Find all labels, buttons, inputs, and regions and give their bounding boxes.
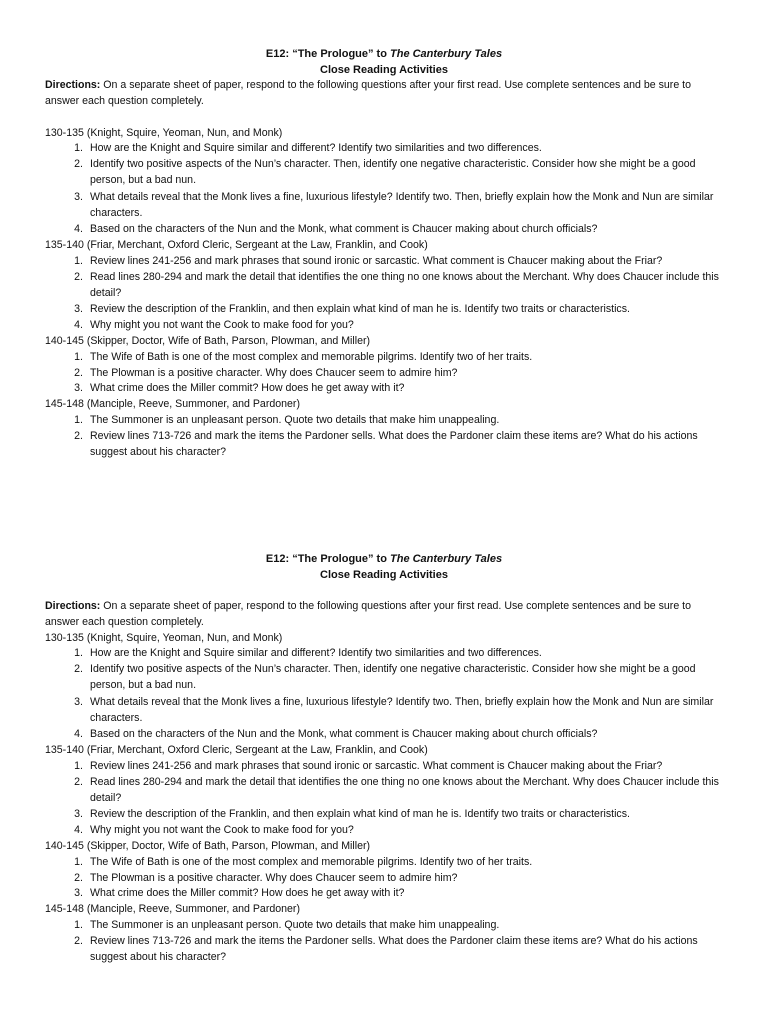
question-text: Read lines 280-294 and mark the detail that identifies the one thing no one knows about the Merchant. Why does Chaucer include this detail? — [90, 270, 719, 299]
question-item — [45, 429, 723, 461]
question-number: 3. — [74, 887, 83, 900]
question-text: How are the Knight and Squire similar and different? Identify two similarities and two differences. — [90, 647, 542, 660]
question-number: 4. — [74, 824, 83, 837]
question-number: 3. — [74, 382, 83, 395]
question-number: 3. — [74, 303, 83, 316]
question-text: The Wife of Bath is one of the most complex and memorable pilgrims. Identify two of her traits. — [90, 350, 533, 363]
question-number: 1. — [74, 647, 83, 660]
question-item — [45, 886, 723, 902]
question-item — [45, 662, 723, 694]
question-item — [45, 918, 723, 934]
question-item — [45, 727, 723, 743]
question-item — [45, 270, 723, 302]
question-item — [45, 141, 723, 157]
question-list — [45, 254, 723, 334]
question-text: The Summoner is an unpleasant person. Quote two details that make him unappealing. — [90, 918, 500, 931]
directions-text: On a separate sheet of paper, respond to the following questions after your first read. Use complete sentences and be sure to answer each question completely. — [45, 600, 692, 628]
question-text: Identify two positive aspects of the Nun’s character. Then, identify one negative characteristic. Consider how she might be a good person, but a bad nun. — [90, 663, 696, 691]
question-text: Why might you not want the Cook to make food for you? — [90, 319, 354, 332]
section-heading: 140-145 (Skipper, Doctor, Wife of Bath, Parson, Plowman, and Miller) — [45, 839, 371, 852]
question-item — [45, 190, 723, 222]
question-item — [45, 413, 723, 429]
question-number: 2. — [74, 663, 83, 676]
question-item — [45, 823, 723, 839]
handout-top — [45, 46, 723, 461]
question-text: Review lines 241-256 and mark phrases that sound ironic or sarcastic. What comment is Chaucer making about the Friar? — [90, 759, 663, 772]
question-item — [45, 350, 723, 366]
question-list — [45, 646, 723, 743]
question-text: Identify two positive aspects of the Nun’s character. Then, identify one negative characteristic. Consider how she might be a good person, but a bad nun. — [90, 158, 696, 186]
question-number: 1. — [74, 413, 83, 426]
question-item — [45, 302, 723, 318]
question-text: Based on the characters of the Nun and the Monk, what comment is Chaucer making about church officials? — [90, 223, 598, 236]
directions — [45, 78, 723, 110]
question-number: 4. — [74, 728, 83, 741]
question-text: Review lines 713-726 and mark the items the Pardoner sells. What does the Pardoner claim these items are? What do his actions suggest about his character? — [90, 934, 698, 963]
section-heading: 130-135 (Knight, Squire, Yeoman, Nun, and Monk) — [45, 631, 283, 644]
directions-label: Directions: — [45, 600, 101, 612]
handout-title — [45, 46, 723, 62]
question-text: What details reveal that the Monk lives a fine, luxurious lifestyle? Identify two. Then, briefly explain how the Monk and Nun are similar characters. — [90, 695, 714, 724]
question-item — [45, 222, 723, 238]
question-list — [45, 350, 723, 397]
section-heading: 145-148 (Manciple, Reeve, Summoner, and Pardoner) — [45, 398, 300, 411]
section-heading: 145-148 (Manciple, Reeve, Summoner, and Pardoner) — [45, 903, 300, 916]
question-text: The Summoner is an unpleasant person. Quote two details that make him unappealing. — [90, 413, 500, 426]
question-item — [45, 934, 723, 966]
question-text: What details reveal that the Monk lives a fine, luxurious lifestyle? Identify two. Then, briefly explain how the Monk and Nun are similar characters. — [90, 190, 714, 219]
question-item — [45, 318, 723, 334]
spacer — [45, 110, 723, 126]
spacer — [45, 583, 723, 599]
question-text: Review lines 713-726 and mark the items the Pardoner sells. What does the Pardoner claim these items are? What do his actions suggest about his character? — [90, 429, 698, 458]
question-number: 1. — [74, 759, 83, 772]
section-heading: 130-135 (Knight, Squire, Yeoman, Nun, and Monk) — [45, 126, 283, 139]
question-text: The Plowman is a positive character. Why does Chaucer seem to admire him? — [90, 366, 458, 379]
section-heading: 135-140 (Friar, Merchant, Oxford Cleric, Sergeant at the Law, Franklin, and Cook) — [45, 239, 428, 252]
question-text: Read lines 280-294 and mark the detail that identifies the one thing no one knows about the Merchant. Why does Chaucer include this detail? — [90, 775, 719, 804]
question-number: 2. — [74, 775, 83, 788]
question-number: 3. — [74, 808, 83, 821]
question-number: 1. — [74, 918, 83, 931]
question-number: 2. — [74, 934, 83, 947]
question-text: Why might you not want the Cook to make food for you? — [90, 824, 354, 837]
question-text: Review lines 241-256 and mark phrases that sound ironic or sarcastic. What comment is Chaucer making about the Friar? — [90, 254, 663, 267]
handout-title — [45, 551, 723, 567]
question-number: 2. — [74, 871, 83, 884]
question-list — [45, 141, 723, 238]
title-prefix: E12: “The Prologue” to — [265, 48, 390, 60]
question-item — [45, 157, 723, 189]
question-text: Review the description of the Franklin, and then explain what kind of man he is. Identify two traits or characteristics. — [90, 808, 630, 821]
question-list — [45, 759, 723, 839]
question-list — [45, 918, 723, 965]
question-number: 1. — [74, 350, 83, 363]
question-item — [45, 646, 723, 662]
question-list — [45, 855, 723, 902]
handout-bottom — [45, 551, 723, 966]
handout-subtitle: Close Reading Activities — [320, 569, 448, 581]
question-item — [45, 775, 723, 807]
directions — [45, 599, 723, 631]
question-number: 2. — [74, 366, 83, 379]
question-item — [45, 807, 723, 823]
title-work: The Canterbury Tales — [390, 553, 503, 565]
question-text: Based on the characters of the Nun and the Monk, what comment is Chaucer making about church officials? — [90, 728, 598, 741]
directions-label: Directions: — [45, 79, 101, 91]
question-text: How are the Knight and Squire similar and different? Identify two similarities and two differences. — [90, 142, 542, 155]
section-heading: 140-145 (Skipper, Doctor, Wife of Bath, Parson, Plowman, and Miller) — [45, 334, 371, 347]
question-item — [45, 381, 723, 397]
question-item — [45, 871, 723, 887]
question-number: 4. — [74, 319, 83, 332]
question-number: 2. — [74, 270, 83, 283]
question-number: 1. — [74, 855, 83, 868]
question-number: 2. — [74, 158, 83, 171]
section-heading: 135-140 (Friar, Merchant, Oxford Cleric, Sergeant at the Law, Franklin, and Cook) — [45, 744, 428, 757]
question-item — [45, 254, 723, 270]
question-text: What crime does the Miller commit? How does he get away with it? — [90, 382, 405, 395]
question-number: 2. — [74, 429, 83, 442]
title-work: The Canterbury Tales — [390, 48, 503, 60]
question-item — [45, 759, 723, 775]
question-list — [45, 413, 723, 460]
question-number: 3. — [74, 190, 83, 203]
question-number: 1. — [74, 142, 83, 155]
question-number: 1. — [74, 254, 83, 267]
question-text: The Wife of Bath is one of the most complex and memorable pilgrims. Identify two of her traits. — [90, 855, 533, 868]
directions-text: On a separate sheet of paper, respond to the following questions after your first read. Use complete sentences and be sure to answer each question completely. — [45, 79, 692, 107]
handout-subtitle: Close Reading Activities — [320, 64, 448, 76]
question-number: 4. — [74, 223, 83, 236]
question-text: Review the description of the Franklin, and then explain what kind of man he is. Identify two traits or characteristics. — [90, 303, 630, 316]
question-item — [45, 366, 723, 382]
question-text: The Plowman is a positive character. Why does Chaucer seem to admire him? — [90, 871, 458, 884]
question-item — [45, 695, 723, 727]
question-text: What crime does the Miller commit? How does he get away with it? — [90, 887, 405, 900]
question-item — [45, 855, 723, 871]
title-prefix: E12: “The Prologue” to — [265, 553, 390, 565]
question-number: 3. — [74, 695, 83, 708]
